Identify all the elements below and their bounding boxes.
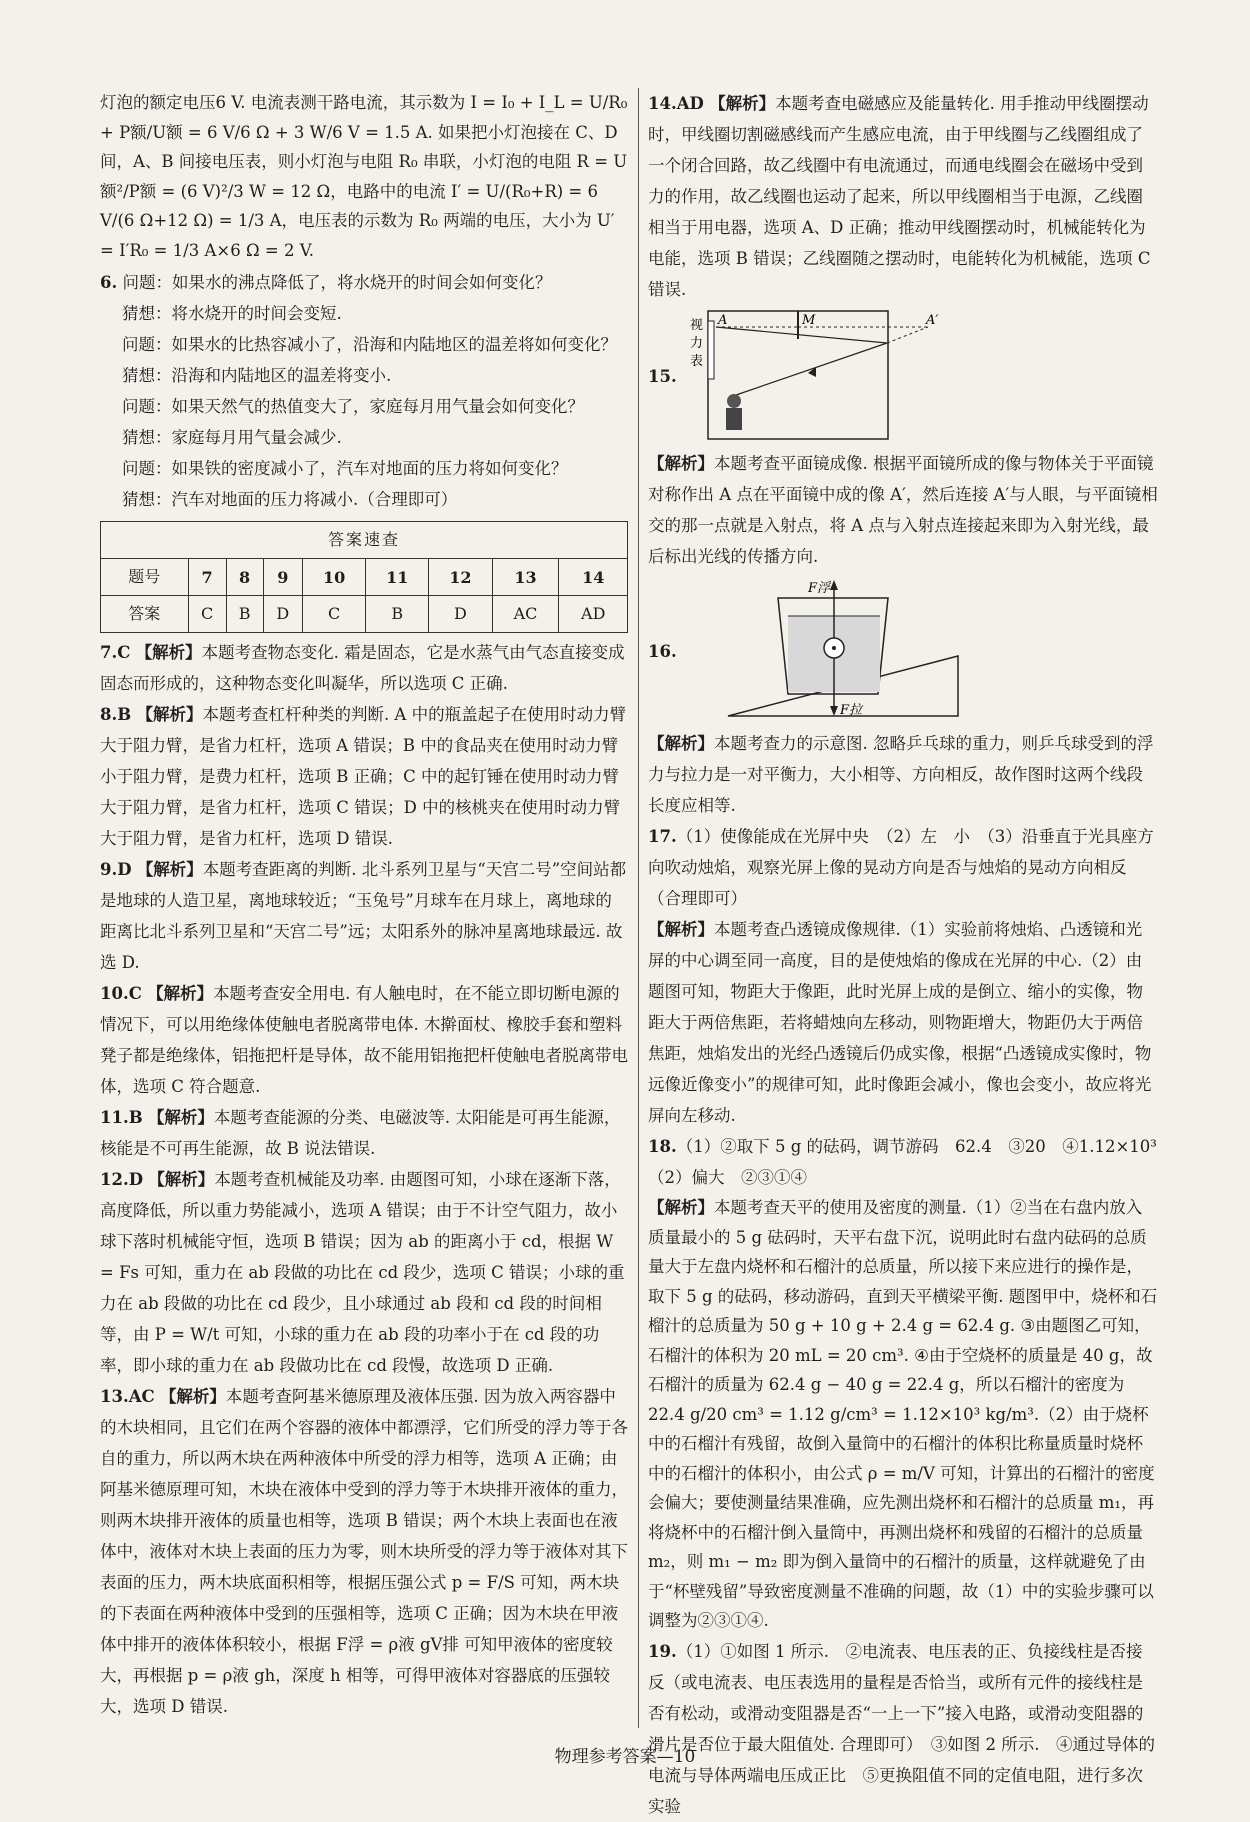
q9 (100, 854, 628, 978)
q15-label-chart-3: 表 (690, 354, 704, 369)
q15-label-a-prime: A′ (926, 313, 939, 328)
q15-text: 本题考查平面镜成像. 根据平面镜所成的像与物体关于平面镜对称作出 A 点在平面镜中成的像 A′，然后连接 A′与人眼，与平面镜相交的那一点就是入射点，将 A 点与入射点连接起来即为入射光线，最后标出光线的传播方向. (648, 454, 1158, 566)
q12-text: 本题考查机械能及功率. 由题图可知，小球在逐渐下落，高度降低，所以重力势能减小，选项 A 错误；由于不计空气阻力，故小球下落时机械能守恒，选项 B 错误；因为 ab 的距离小于 cd，根据 W = Fs 可知，重力在 ab 段做的功比在 cd 段少，选项 C 错误；小球的重力在 ab 段做的功比在 cd 段少，且小球通过 ab 段和 cd 段的时间相等，由 P = W/t 可知，小球的重力在 ab 段的功率小于在 cd 段的功率，即小球的重力在 ab 段做功比在 cd 段慢，故选项 D 正确. (100, 1170, 625, 1375)
answer-table-row2-label: 答案 (101, 596, 189, 633)
q7-number: 7. (100, 643, 118, 662)
answer-table-answer: D (263, 596, 303, 633)
q18-tag: 【解析】 (648, 1198, 714, 1217)
q6-line-6: 问题：如果铁的密度减小了，汽车对地面的压力将如何变化？ (122, 459, 568, 478)
q11-text: 本题考查能源的分类、电磁波等. 太阳能是可再生能源，核能是不可再生能源，故 B 说法错误. (100, 1108, 621, 1158)
q7-text: 本题考查物态变化. 霜是固态，它是水蒸气由气态直接变成固态而形成的，这种物态变化叫凝华，所以选项 C 正确. (100, 643, 625, 693)
q11 (100, 1102, 628, 1164)
q19-text: （1）①如图 1 所示. ②电流表、电压表的正、负接线柱是否接反（或电流表、电压表选用的量程是否恰当，或所有元件的接线柱是否有松动，或滑动变阻器是否“一上一下”接入电路，或滑动变阻器的滑片是否位于最大阻值处. 合理即可） ③如图 2 所示. ④通过导体的电流与导体两端电压成正比 ⑤更换阻值不同的定值电阻，进行多次实验 (648, 1641, 1155, 1816)
q8-number: 8. (100, 705, 118, 724)
q16-text: 本题考查力的示意图. 忽略乒乓球的重力，则乒乓球受到的浮力与拉力是一对平衡力，大小相等、方向相反，故作图时这两个线段长度应相等. (648, 734, 1154, 815)
q15-figure-row (648, 309, 1158, 444)
q15-tag: 【解析】 (648, 454, 714, 473)
q17-text: 本题考查凸透镜成像规律.（1）实验前将烛焰、凸透镜和光屏的中心调至同一高度，目的是使烛焰的像成在光屏的中心.（2）由题图可知，物距大于像距，此时光屏上成的是倒立、缩小的实像，物距大于两倍焦距，若将蜡烛向左移动，则物距增大，物距仍大于两倍焦距，烛焰发出的光经凸透镜后仍成实像，根据“凸透镜成实像时，物远像近像变小”的规律可知，此时像距会减小，像也会变小，故应将光屏向左移动. (648, 920, 1152, 1125)
q16-analysis (648, 728, 1158, 821)
column-divider (638, 88, 639, 1728)
q10-text: 本题考查安全用电. 有人触电时，在不能立即切断电源的情况下，可以用绝缘体使触电者脱离带电体. 木擀面杖、橡胶手套和塑料凳子都是绝缘体，铝拖把杆是导体，故不能用铝拖把杆使触电者脱离带电体，选项 C 符合题意. (100, 984, 628, 1096)
q17-answer: （1）使像能成在光屏中央 （2）左 小 （3）沿垂直于光具座方向吹动烛焰，观察光屏上像的晃动方向是否与烛焰的晃动方向相反（合理即可） (648, 827, 1154, 908)
q8-tag: 【解析】 (136, 705, 203, 724)
q7 (100, 637, 628, 699)
q6-line-4: 问题：如果天然气的热值变大了，家庭每月用气量会如何变化？ (122, 397, 584, 416)
q16-number: 16. (648, 641, 677, 661)
q6-line-0: 问题：如果水的沸点降低了，将水烧开的时间会如何变化？ (122, 273, 552, 292)
q10-number: 10. (100, 984, 129, 1003)
answer-table-answer: C (188, 596, 226, 633)
q8-answer: B (117, 705, 132, 724)
q9-number: 9. (100, 860, 118, 879)
q6-number: 6. (100, 273, 118, 292)
answer-table-answer: D (429, 596, 492, 633)
q17-analysis (648, 914, 1158, 1131)
q16-tag: 【解析】 (648, 734, 714, 753)
q18-analysis (648, 1193, 1158, 1636)
answer-table-num: 13 (492, 559, 559, 596)
answer-table-answer: B (366, 596, 429, 633)
q9-text: 本题考查距离的判断. 北斗系列卫星与“天宫二号”空间站都是地球的人造卫星，离地球较近；“玉兔号”月球车在月球上，离地球的距离比北斗系列卫星和“天宫二号”远；太阳系外的脉冲星离地球最远. 故选 D. (100, 860, 627, 972)
q17-tag: 【解析】 (648, 920, 714, 939)
q15-label-chart-2: 力 (690, 336, 704, 351)
q14-tag: 【解析】 (709, 94, 776, 113)
q15-analysis (648, 448, 1158, 572)
q5-continuation: 灯泡的额定电压6 V. 电流表测干路电流，其示数为 I = I₀ + I_L = U/R₀ + P额/U额 = 6 V/6 Ω + 3 W/6 V = 1.5 A. 如果把小灯泡接在 C、D 间，A、B 间接电压表，则小灯泡与电阻 R₀ 串联，小灯泡的电阻 R = U额²/P额 = (6 V)²/3 W = 12 Ω，电路中的电流 I′ = U/(R₀+R) = 6 V/(6 Ω+12 Ω) = 1/3 A，电压表的示数为 R₀ 两端的电压，大小为 U′ = I′R₀ = 1/3 A×6 Ω = 2 V. (100, 93, 628, 260)
q10-answer: C (128, 984, 142, 1003)
q10-tag: 【解析】 (147, 984, 214, 1003)
right-column (648, 88, 1174, 1822)
answer-table-title: 答案速查 (101, 522, 628, 559)
q12-tag: 【解析】 (148, 1170, 215, 1189)
q19-number: 19. (648, 1641, 677, 1661)
q18 (648, 1131, 1174, 1193)
answer-table-answer: AD (559, 596, 628, 633)
q18-text: 本题考查天平的使用及密度的测量.（1）②当在右盘内放入质量最小的 5 g 砝码时，天平右盘下沉，说明此时右盘内砝码的总质量大于左盘内烧杯和石榴汁的总质量，所以接下来应进行的操作是，取下 5 g 的砝码，移动游码，直到天平横梁平衡. 题图甲中，烧杯和石榴汁的总质量为 50 g + 10 g + 2.4 g = 62.4 g. ③由题图乙可知，石榴汁的体积为 20 mL = 20 cm³. ④由于空烧杯的质量是 40 g，故石榴汁的质量为 62.4 g − 40 g = 22.4 g，所以石榴汁的密度为 22.4 g/20 cm³ = 1.12 g/cm³ = 1.12×10³ kg/m³.（2）由于烧杯中的石榴汁有残留，故倒入量筒中的石榴汁的体积比称量质量时烧杯中的石榴汁的体积小，由公式 ρ = m/V 可知，计算出的石榴汁的密度会偏大；要使测量结果准确，应先测出烧杯和石榴汁的总质量 m₁，再将烧杯中的石榴汁倒入量筒中，再测出烧杯和残留的石榴汁的总质量 m₂，则 m₁ − m₂ 即为倒入量筒中的石榴汁的质量，这样就避免了由于“杯壁残留”导致密度测量不准确的问题，故（1）中的实验步骤可以调整为②③①④. (648, 1198, 1158, 1630)
q17 (648, 821, 1158, 914)
q11-number: 11. (100, 1108, 129, 1127)
q15-label-m: M (802, 313, 816, 328)
q16-label-f-pull: F拉 (840, 703, 863, 718)
q8-text: 本题考查杠杆种类的判断. A 中的瓶盖起子在使用时动力臂大于阻力臂，是省力杠杆，选项 A 错误；B 中的食品夹在使用时动力臂小于阻力臂，是费力杠杆，选项 B 正确；C 中的起钉锤在使用时动力臂大于阻力臂，是省力杠杆，选项 C 错误；D 中的核桃夹在使用时动力臂大于阻力臂，是省力杠杆，选项 D 错误. (100, 705, 627, 848)
q16-label-f-buoy: F浮 (808, 581, 831, 596)
q16-figure-row (648, 576, 1158, 726)
q13-answer: AC (128, 1387, 155, 1406)
q14 (648, 88, 1158, 305)
answer-table-answer: AC (492, 596, 559, 633)
q13-text: 本题考查阿基米德原理及液体压强. 因为放入两容器中的木块相同，且它们在两个容器的液体中都漂浮，它们所受的浮力等于各自的重力，所以两木块在两种液体中所受的浮力相等，选项 A 正确；由阿基米德原理可知，木块在液体中受到的浮力等于木块排开液体的重力，则两木块排开液体的质量也相等，选项 B 错误；两个木块上表面也在液体中，液体对木块上表面的压力为零，则木块所受的浮力等于液体对其下表面的压力，两木块底面积相等，根据压强公式 p = F/S 可知，两木块的下表面在两种液体中受到的压强相等，选项 C 正确；因为木块在甲液体中排开的液体体积较小，根据 F浮 = ρ液 gV排 可知甲液体的密度较大，再根据 p = ρ液 gh，深度 h 相等，可得甲液体对容器底的压强较大，选项 D 错误. (100, 1387, 628, 1716)
q14-answer: AD (676, 94, 704, 113)
q19 (648, 1636, 1158, 1822)
q15-mirror-figure (688, 309, 948, 444)
q13-number: 13. (100, 1387, 129, 1406)
q15-label-chart-1: 视 (690, 318, 704, 333)
answer-table-num: 9 (263, 559, 303, 596)
q11-tag: 【解析】 (147, 1108, 214, 1127)
q9-answer: D (117, 860, 132, 879)
q14-number: 14. (648, 94, 677, 113)
q6-line-1: 猜想：将水烧开的时间会变短. (122, 304, 342, 323)
answer-table-num: 7 (188, 559, 226, 596)
q6-line-7: 猜想：汽车对地面的压力将减小.（合理即可） (122, 490, 458, 509)
q12 (100, 1164, 628, 1381)
q8 (100, 699, 628, 854)
q16-force-figure (688, 576, 988, 726)
q13 (100, 1381, 628, 1722)
q13-tag: 【解析】 (159, 1387, 226, 1406)
q7-tag: 【解析】 (135, 643, 202, 662)
q6-line-2: 问题：如果水的比热容减小了，沿海和内陆地区的温差将如何变化？ (122, 335, 617, 354)
q12-number: 12. (100, 1170, 129, 1189)
q15-label-a: A (718, 313, 728, 328)
q6 (100, 267, 628, 515)
answer-table-num: 10 (303, 559, 366, 596)
answer-table-num: 11 (366, 559, 429, 596)
q17-number: 17. (648, 827, 677, 846)
left-column (100, 88, 628, 1722)
answer-table-row1-label: 题号 (101, 559, 189, 596)
q7-answer: C (117, 643, 131, 662)
q14-text: 本题考查电磁感应及能量转化. 用手推动甲线圈摆动时，甲线圈切割磁感线而产生感应电流，由于甲线圈与乙线圈组成了一个闭合回路，故乙线圈中有电流通过，而通电线圈会在磁场中受到力的作用，故乙线圈也运动了起来，所以甲线圈相当于电源，乙线圈相当于用电器，选项 A、D 正确；推动甲线圈摆动时，机械能转化为电能，选项 B 错误；乙线圈随之摆动时，电能转化为机械能，选项 C 错误. (648, 94, 1151, 299)
q18-answer: （1）②取下 5 g 的砝码，调节游码 62.4 ③20 ④1.12×10³ （2）偏大 ②③①④ (648, 1137, 1174, 1187)
answer-table (100, 521, 628, 633)
q12-answer: D (128, 1170, 144, 1189)
answer-table-answer: B (226, 596, 263, 633)
q11-answer: B (128, 1108, 143, 1127)
answer-table-answer: C (303, 596, 366, 633)
answer-table-num: 8 (226, 559, 263, 596)
q6-line-3: 猜想：沿海和内陆地区的温差将变小. (122, 366, 392, 385)
answer-table-num: 12 (429, 559, 492, 596)
answer-table-num: 14 (559, 559, 628, 596)
page-footer: 物理参考答案—10 (554, 1747, 696, 1767)
q15-number: 15. (648, 367, 677, 386)
q9-tag: 【解析】 (136, 860, 203, 879)
q6-line-5: 猜想：家庭每月用气量会减少. (122, 428, 342, 447)
q10 (100, 978, 628, 1102)
q18-number: 18. (648, 1137, 677, 1156)
